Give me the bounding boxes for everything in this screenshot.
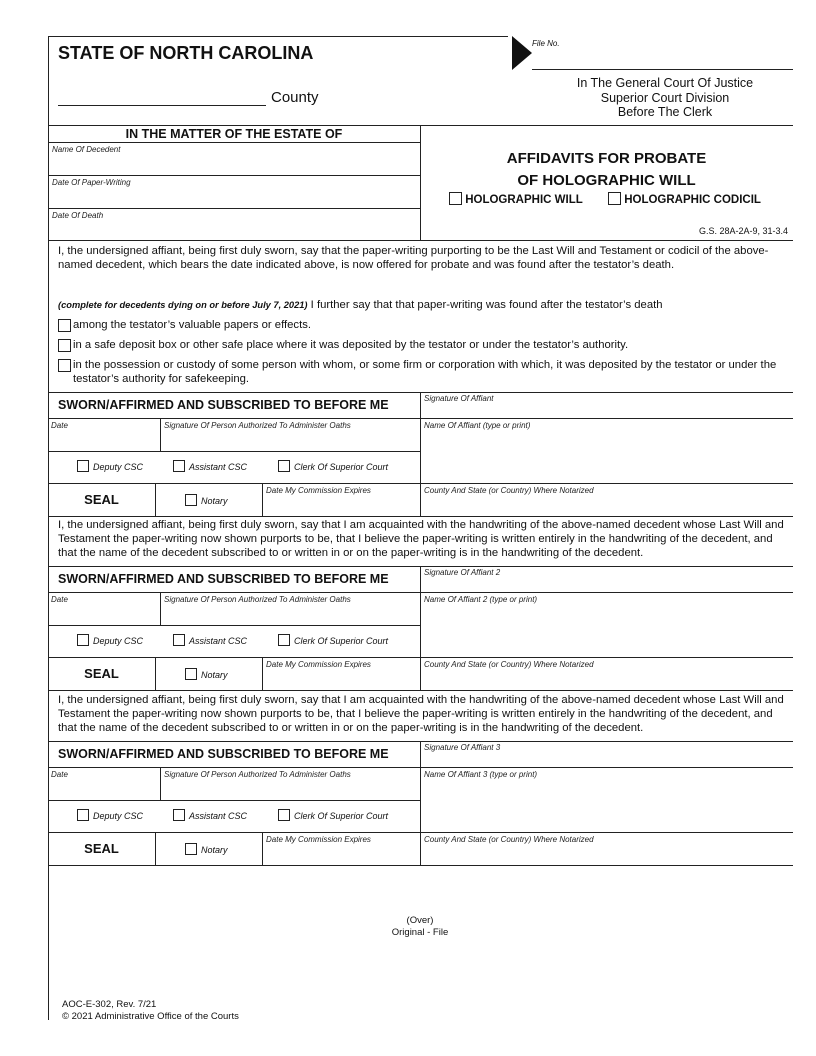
seal-label-2: SEAL xyxy=(84,666,119,681)
oath-signature-label-2: Signature Of Person Authorized To Administer Oaths xyxy=(164,595,351,604)
found-option-2-checkbox[interactable] xyxy=(58,339,71,352)
found-option-1[interactable] xyxy=(58,318,792,332)
block2-commission-divider xyxy=(262,657,263,690)
form-number: AOC-E-302, Rev. 7/21 xyxy=(62,999,157,1010)
block2-line-b xyxy=(48,625,420,626)
copyright-notice: © 2021 Administrative Office of the Courts xyxy=(62,1011,239,1022)
block3-date-divider xyxy=(160,767,161,800)
sworn-heading-2: SWORN/AFFIRMED AND SUBSCRIBED TO BEFORE ME xyxy=(58,572,389,586)
clerk-checkbox-2[interactable] xyxy=(278,634,290,646)
file-no-line[interactable] xyxy=(532,69,793,70)
handwriting-paragraph-2: I, the undersigned affiant, being first duly sworn, say that I am acquainted with the handwriting of the above-named decedent whose Last Will and Testament the paper-writing now shown purports to be, that I believe the paper-writing is written entirely in the handwriting of the decedent, and that the name of the decedent subscribed to or written in or on the paper-writing is in the handwriting of the decedent. xyxy=(58,694,784,734)
commission-label-1: Date My Commission Expires xyxy=(266,486,371,495)
assistant-csc-option-2[interactable] xyxy=(173,634,247,646)
block1-line-c xyxy=(48,483,793,484)
notary-checkbox-2[interactable] xyxy=(185,668,197,680)
affiant-name-label-3: Name Of Affiant 3 (type or print) xyxy=(424,770,538,779)
notary-label-1: Notary xyxy=(201,496,228,506)
deputy-csc-option-1[interactable] xyxy=(77,460,143,472)
county-blank[interactable] xyxy=(58,105,266,106)
estate-heading-line xyxy=(48,142,420,143)
seal-label-3: SEAL xyxy=(84,841,119,856)
notary-option-3[interactable] xyxy=(185,843,228,855)
affiant-signature-label-1: Signature Of Affiant xyxy=(424,394,494,403)
block2-divider xyxy=(420,566,421,690)
affiant-signature-label-3: Signature Of Affiant 3 xyxy=(424,743,501,752)
block2-seal-divider xyxy=(155,657,156,690)
affiant-name-label-2: Name Of Affiant 2 (type or print) xyxy=(424,595,538,604)
assistant-csc-label-3: Assistant CSC xyxy=(189,811,248,821)
block3-line-b xyxy=(48,800,420,801)
deputy-csc-label-2: Deputy CSC xyxy=(93,636,144,646)
death-date-label: Date Of Death xyxy=(52,211,104,220)
block1-seal-divider xyxy=(155,483,156,516)
found-option-1-checkbox[interactable] xyxy=(58,319,71,332)
block3-seal-divider xyxy=(155,832,156,865)
form-title-line1: AFFIDAVITS FOR PROBATE xyxy=(506,150,707,167)
block2-line-c xyxy=(48,657,793,658)
block3-commission-divider xyxy=(262,832,263,865)
paper-date-line xyxy=(48,208,420,209)
block1-date-divider xyxy=(160,418,161,451)
notary-label-3: Notary xyxy=(201,845,228,855)
deputy-csc-checkbox-2[interactable] xyxy=(77,634,89,646)
notary-option-1[interactable] xyxy=(185,494,228,506)
sworn-heading-3: SWORN/AFFIRMED AND SUBSCRIBED TO BEFORE ME xyxy=(58,747,389,761)
holographic-codicil-option[interactable] xyxy=(608,192,761,206)
assistant-csc-label-2: Assistant CSC xyxy=(189,636,248,646)
block3-line-c xyxy=(48,832,793,833)
intro-top-line xyxy=(48,240,793,241)
court-line: Superior Court Division xyxy=(600,90,730,105)
deputy-csc-option-3[interactable] xyxy=(77,809,143,821)
block1-bottom-line xyxy=(48,516,793,517)
top-border xyxy=(48,36,508,37)
assistant-csc-option-1[interactable] xyxy=(173,460,247,472)
decedent-line xyxy=(48,175,420,176)
date-label-3: Date xyxy=(51,770,68,779)
file-no-marker-icon xyxy=(512,36,532,70)
oath-signature-label-1: Signature Of Person Authorized To Administer Oaths xyxy=(164,421,351,430)
footer-left xyxy=(62,999,239,1023)
clerk-option-2[interactable] xyxy=(278,634,388,646)
assistant-csc-label-1: Assistant CSC xyxy=(189,462,248,472)
holographic-will-label: HOLOGRAPHIC WILL xyxy=(465,194,583,206)
block3-divider xyxy=(420,741,421,865)
county-state-label-1: County And State (or Country) Where Notarized xyxy=(424,486,594,495)
decedent-name-label: Name Of Decedent xyxy=(52,145,121,154)
notary-checkbox-3[interactable] xyxy=(185,843,197,855)
assistant-csc-checkbox-2[interactable] xyxy=(173,634,185,646)
clerk-checkbox-1[interactable] xyxy=(278,460,290,472)
clerk-option-3[interactable] xyxy=(278,809,388,821)
court-line: Before The Clerk xyxy=(617,105,713,119)
affiant-signature-label-2: Signature Of Affiant 2 xyxy=(424,568,501,577)
county-state-label-2: County And State (or Country) Where Notarized xyxy=(424,660,594,669)
seal-label-1: SEAL xyxy=(84,492,119,507)
notary-label-2: Notary xyxy=(201,670,228,680)
handwriting-paragraph-1: I, the undersigned affiant, being first duly sworn, say that I am acquainted with the handwriting of the above-named decedent whose Last Will and Testament the paper-writing now shown purports to be, that I believe the paper-writing is written entirely in the handwriting of the decedent, and that the name of the decedent subscribed to or written in or on the paper-writing is in the handwriting of the decedent. xyxy=(58,519,784,559)
holographic-codicil-label: HOLOGRAPHIC CODICIL xyxy=(624,194,761,206)
date-label-2: Date xyxy=(51,595,68,604)
clerk-label-3: Clerk Of Superior Court xyxy=(294,811,389,821)
state-title: STATE OF NORTH CAROLINA xyxy=(58,43,314,63)
found-text: I further say that that paper-writing was found after the testator’s death xyxy=(307,299,663,311)
holographic-will-option[interactable] xyxy=(449,192,583,206)
deputy-csc-option-2[interactable] xyxy=(77,634,143,646)
block2-bottom-line xyxy=(48,690,793,691)
court-info xyxy=(540,76,790,120)
court-line: In The General Court Of Justice xyxy=(576,76,754,90)
sworn-heading-1: SWORN/AFFIRMED AND SUBSCRIBED TO BEFORE ME xyxy=(58,398,389,412)
affiant-name-label-1: Name Of Affiant (type or print) xyxy=(424,421,531,430)
found-prefix: (complete for decedents dying on or before July 7, 2021) xyxy=(58,300,308,310)
footer-center xyxy=(320,915,520,939)
found-option-3-text: in the possession or custody of some person with whom, or some firm or corporation with which, it was deposited by the testator or under the testator’s authority for safekeeping. xyxy=(73,359,777,385)
holographic-codicil-checkbox[interactable] xyxy=(608,192,621,205)
found-option-2-text: in a safe deposit box or other safe place where it was deposited by the testator or under the testator’s authority. xyxy=(73,339,629,351)
holographic-will-checkbox[interactable] xyxy=(449,192,462,205)
block2-date-divider xyxy=(160,592,161,625)
block1-divider xyxy=(420,392,421,516)
found-statement xyxy=(58,298,792,312)
found-option-3-checkbox[interactable] xyxy=(58,359,71,372)
assistant-csc-option-3[interactable] xyxy=(173,809,247,821)
date-label-1: Date xyxy=(51,421,68,430)
clerk-label-2: Clerk Of Superior Court xyxy=(294,636,389,646)
left-border xyxy=(48,36,49,1020)
deputy-csc-checkbox-3[interactable] xyxy=(77,809,89,821)
clerk-label-1: Clerk Of Superior Court xyxy=(294,462,389,472)
form-title-line2: OF HOLOGRAPHIC WILL xyxy=(517,172,696,189)
assistant-csc-checkbox-1[interactable] xyxy=(173,460,185,472)
commission-label-2: Date My Commission Expires xyxy=(266,660,371,669)
found-option-1-text: among the testator’s valuable papers or effects. xyxy=(73,319,312,331)
over-note: (Over) xyxy=(406,915,434,926)
form-title xyxy=(420,148,793,192)
copy-designation: Original - File xyxy=(391,927,449,938)
assistant-csc-checkbox-3[interactable] xyxy=(173,809,185,821)
clerk-option-1[interactable] xyxy=(278,460,388,472)
oath-signature-label-3: Signature Of Person Authorized To Administer Oaths xyxy=(164,770,351,779)
clerk-checkbox-3[interactable] xyxy=(278,809,290,821)
commission-label-3: Date My Commission Expires xyxy=(266,835,371,844)
found-option-3[interactable] xyxy=(58,358,792,386)
notary-option-2[interactable] xyxy=(185,668,228,680)
deputy-csc-checkbox-1[interactable] xyxy=(77,460,89,472)
deputy-csc-label-3: Deputy CSC xyxy=(93,811,144,821)
estate-heading: IN THE MATTER OF THE ESTATE OF xyxy=(125,127,343,141)
block1-line-b xyxy=(48,451,420,452)
block3-bottom-line xyxy=(48,865,793,866)
found-option-2[interactable] xyxy=(58,338,792,352)
deputy-csc-label-1: Deputy CSC xyxy=(93,462,144,472)
file-no-label: File No. xyxy=(532,39,560,48)
block1-commission-divider xyxy=(262,483,263,516)
paper-date-label: Date Of Paper-Writing xyxy=(52,178,131,187)
county-state-label-3: County And State (or Country) Where Notarized xyxy=(424,835,594,844)
notary-checkbox-1[interactable] xyxy=(185,494,197,506)
county-label: County xyxy=(271,89,319,106)
intro-paragraph: I, the undersigned affiant, being first duly sworn, say that the paper-writing purporting to be the Last Will and Testament or codicil of the above-named decedent, which bears the date indicated above, is now offered for probate and was found after the testator’s death. xyxy=(58,245,769,271)
statute-citation: G.S. 28A-2A-9, 31-3.4 xyxy=(698,226,788,236)
